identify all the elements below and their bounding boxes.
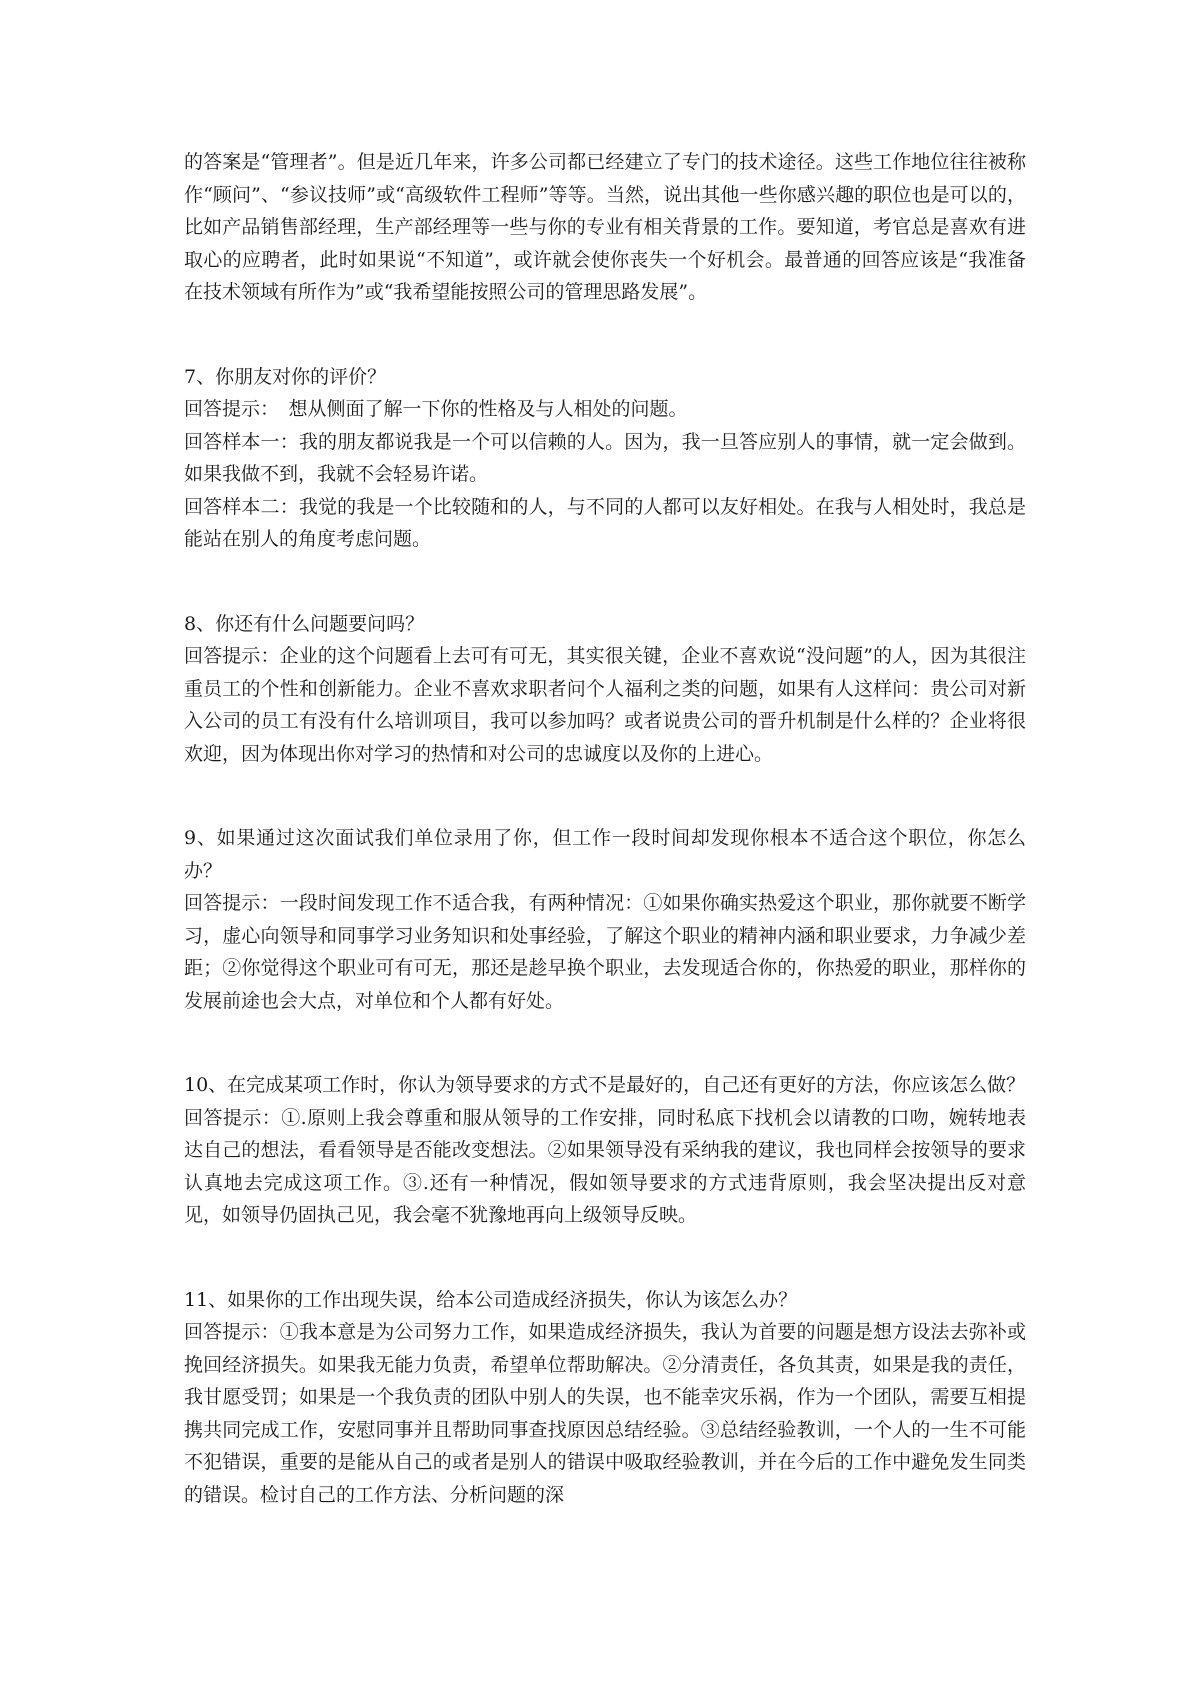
question-heading: 10、在完成某项工作时，你认为领导要求的方式不是最好的，自己还有更好的方法，你应该怎么做？ bbox=[184, 1074, 1026, 1096]
intro-paragraph: 的答案是“管理者”。但是近几年来，许多公司都已经建立了专门的技术途径。这些工作地位往往被称作“顾问”、“参议技师”或“高级软件工程师”等等。当然，说出其他一些你感兴趣的职位也是可以的，比如产品销售部经理，生产部经理等一些与你的专业有相关背景的工作。要知道，考官总是喜欢有进取心的应聘者，此时如果说“不知道”，或许就会使你丧失一个好机会。最普通的回答应该是“我准备在技术领域有所作为”或“我希望能按照公司的管理思路发展”。 bbox=[184, 151, 1026, 303]
question-heading: 8、你还有什么问题要问吗？ bbox=[184, 612, 425, 635]
qa-section-10 bbox=[184, 1069, 1026, 1232]
document-body bbox=[184, 146, 1026, 1563]
question-heading: 11、如果你的工作出现失误，给本公司造成经济损失，你认为该怎么办？ bbox=[184, 1288, 798, 1311]
qa-section-11 bbox=[184, 1284, 1026, 1512]
question-heading: 9、如果通过这次面试我们单位录用了你，但工作一段时间却发现你根本不适合这个职位，你怎么办？ bbox=[184, 827, 1026, 882]
answer-line: 回答提示：企业的这个问题看上去可有可无，其实很关键，企业不喜欢说“没问题”的人，因为其很注重员工的个性和创新能力。企业不喜欢求职者问个人福利之类的问题，如果有人这样问：贵公司对新入公司的员工有没有什么培训项目，我可以参加吗？或者说贵公司的晋升机制是什么样的？企业将很欢迎，因为体现出你对学习的热情和对公司的忠诚度以及你的上进心。 bbox=[184, 645, 1026, 765]
answer-line: 回答样本一：我的朋友都说我是一个可以信赖的人。因为，我一旦答应别人的事情，就一定会做到。如果我做不到，我就不会轻易许诺。 bbox=[184, 430, 1026, 485]
qa-section-9 bbox=[184, 822, 1026, 1017]
answer-line: 回答提示：①我本意是为公司努力工作，如果造成经济损失，我认为首要的问题是想方设法去弥补或挽回经济损失。如果我无能力负责，希望单位帮助解决。②分清责任，各负其责，如果是我的责任，我甘愿受罚；如果是一个我负责的团队中别人的失误，也不能幸灾乐祸，作为一个团队，需要互相提携共同完成工作，安慰同事并且帮助同事查找原因总结经验。③总结经验教训，一个人的一生不可能不犯错误，重要的是能从自己的或者是别人的错误中吸取经验教训，并在今后的工作中避免发生同类的错误。检讨自己的工作方法、分析问题的深 bbox=[184, 1321, 1026, 1506]
intro-block bbox=[184, 146, 1026, 309]
answer-line: 回答提示：一段时间发现工作不适合我，有两种情况：①如果你确实热爱这个职业，那你就要不断学习，虚心向领导和同事学习业务知识和处事经验，了解这个职业的精神内涵和职业要求，力争减少差距；②你觉得这个职业可有可无，那还是趁早换个职业，去发现适合你的，你热爱的职业，那样你的发展前途也会大点，对单位和个人都有好处。 bbox=[184, 892, 1026, 1012]
answer-line: 回答提示：①.原则上我会尊重和服从领导的工作安排，同时私底下找机会以请教的口吻，婉转地表达自己的想法，看看领导是否能改变想法。②如果领导没有采纳我的建议，我也同样会按领导的要求认真地去完成这项工作。③.还有一种情况，假如领导要求的方式违背原则，我会坚决提出反对意见，如领导仍固执己见，我会毫不犹豫地再向上级领导反映。 bbox=[184, 1106, 1026, 1226]
answer-line: 回答提示： 想从侧面了解一下你的性格及与人相处的问题。 bbox=[184, 398, 688, 420]
qa-section-8 bbox=[184, 608, 1026, 771]
answer-line: 回答样本二：我觉的我是一个比较随和的人，与不同的人都可以友好相处。在我与人相处时，我总是能站在别人的角度考虑问题。 bbox=[184, 495, 1026, 550]
qa-section-7 bbox=[184, 361, 1026, 556]
question-heading: 7、你朋友对你的评价？ bbox=[184, 365, 387, 388]
